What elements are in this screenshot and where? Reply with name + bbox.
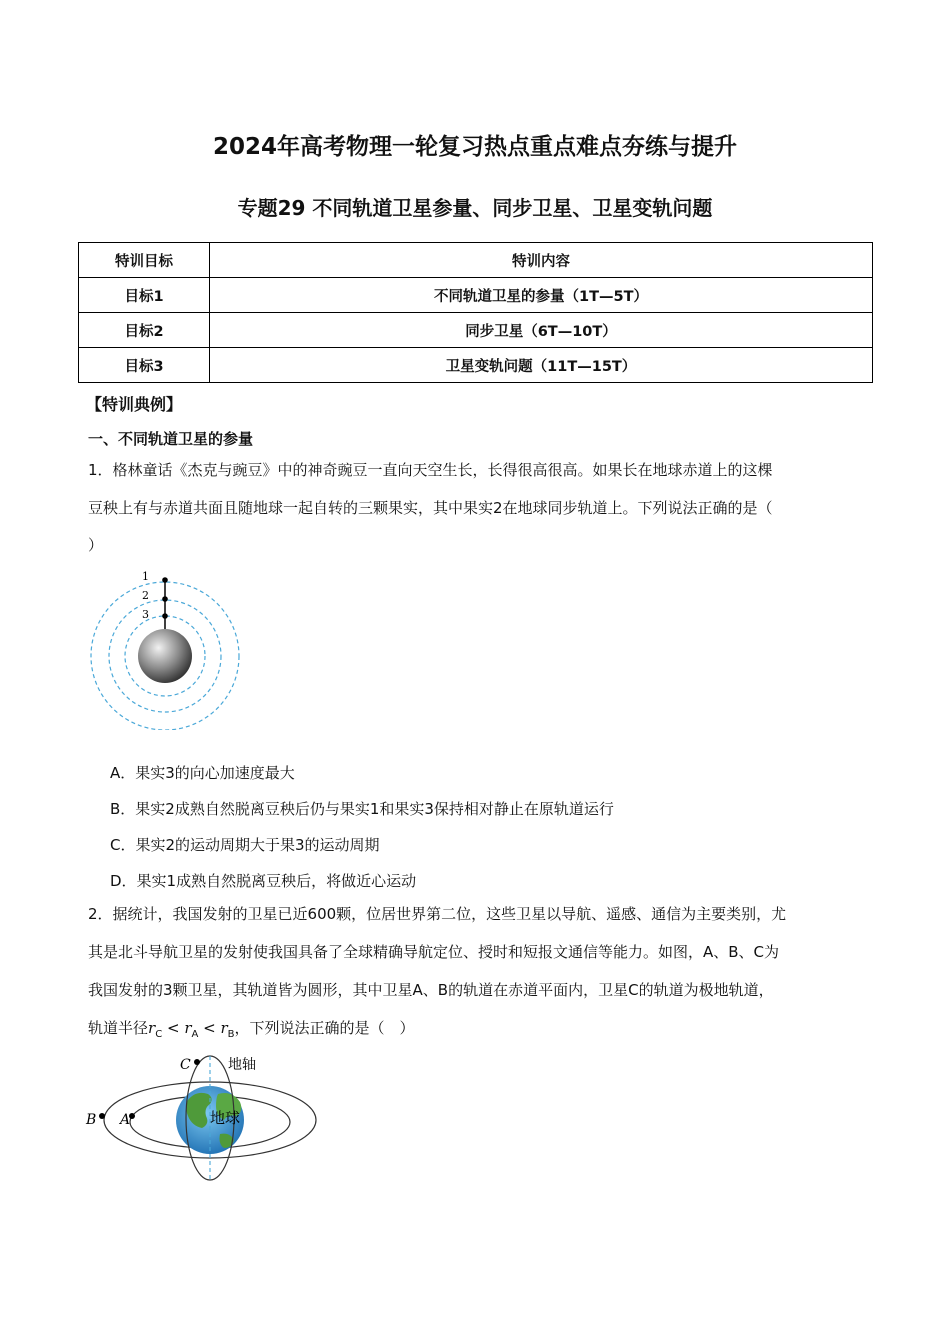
option-a: A．果实3的向心加速度最大: [110, 764, 295, 782]
table-row: [79, 278, 873, 313]
subscript-a: A: [191, 1029, 199, 1040]
table-cell: 不同轨道卫星的参量（1T—5T）: [210, 278, 873, 313]
option-d: D．果实1成熟自然脱离豆秧后，将做近心运动: [110, 872, 417, 890]
question-1-line-2: 豆秧上有与赤道共面且随地球一起自转的三颗果实，其中果实2在地球同步轨道上。下列说法正确的是（: [88, 499, 773, 517]
table-header-cell: 特训内容: [210, 243, 873, 278]
page-title: 2024年高考物理一轮复习热点重点难点夯练与提升: [212, 134, 737, 160]
table-cell: 目标2: [79, 313, 210, 348]
radius-symbol: r: [220, 1019, 228, 1037]
fruit-label-1: 1: [142, 570, 149, 583]
earth-sphere: [138, 629, 192, 683]
radius-symbol: r: [148, 1019, 156, 1037]
satellite-orbits-figure: [80, 1050, 330, 1186]
less-than: <: [203, 1019, 216, 1037]
subscript-b: B: [227, 1029, 235, 1040]
label-b: B: [86, 1112, 97, 1128]
table-row: [79, 348, 873, 383]
table-header-row: [79, 243, 873, 278]
fruit-label-2: 2: [142, 589, 149, 602]
fruit-label-3: 3: [142, 608, 149, 621]
section-bracket-heading: 【特训典例】: [86, 395, 183, 414]
question-2-line-2: 其是北斗导航卫星的发射使我国具备了全球精确导航定位、授时和短报文通信等能力。如图，A、B、C为: [88, 943, 780, 961]
label-earth-axis: 地轴: [228, 1057, 256, 1073]
beanstalk-orbits-figure: [86, 568, 246, 730]
less-than: <: [166, 1019, 180, 1037]
fruit-1: [162, 577, 168, 583]
table-cell: 目标1: [79, 278, 210, 313]
section-heading: 一、不同轨道卫星的参量: [88, 430, 254, 448]
option-b: B．果实2成熟自然脱离豆秧后仍与果实1和果实3保持相对静止在原轨道运行: [110, 800, 614, 818]
table-header-cell: 特训目标: [79, 243, 210, 278]
subscript-c: C: [155, 1029, 163, 1040]
line-prefix: 轨道半径: [88, 1019, 149, 1037]
fruit-2: [162, 596, 168, 602]
table-row: [79, 313, 873, 348]
label-a: A: [120, 1112, 131, 1128]
line-suffix: ，下列说法正确的是（ ）: [234, 1019, 415, 1037]
question-2-line-3: 我国发射的3颗卫星，其轨道皆为圆形，其中卫星A、B的轨道在赤道平面内，卫星C的轨道为极地轨道，: [88, 981, 774, 999]
goals-table: [78, 242, 873, 383]
table-cell: 同步卫星（6T—10T）: [210, 313, 873, 348]
page-subtitle: 专题29 不同轨道卫星参量、同步卫星、卫星变轨问题: [237, 196, 713, 220]
satellite-b: [99, 1113, 105, 1119]
radius-symbol: r: [184, 1019, 192, 1037]
table-cell: 目标3: [79, 348, 210, 383]
question-1-line-1: 1．格林童话《杰克与豌豆》中的神奇豌豆一直向天空生长，长得很高很高。如果长在地球赤道上的这棵: [88, 461, 773, 479]
question-1-line-3: ）: [88, 536, 104, 554]
table-cell: 卫星变轨问题（11T—15T）: [210, 348, 873, 383]
question-2-line-1: 2．据统计，我国发射的卫星已近600颗，位居世界第二位，这些卫星以导航、遥感、通信为主要类别，尤: [88, 905, 787, 923]
fruit-3: [162, 613, 168, 619]
satellite-c: [194, 1059, 200, 1065]
label-c: C: [180, 1057, 191, 1073]
label-earth: 地球: [210, 1109, 241, 1127]
question-2-line-4: [88, 1010, 868, 1053]
option-c: C．果实2的运动周期大于果3的运动周期: [110, 836, 380, 854]
